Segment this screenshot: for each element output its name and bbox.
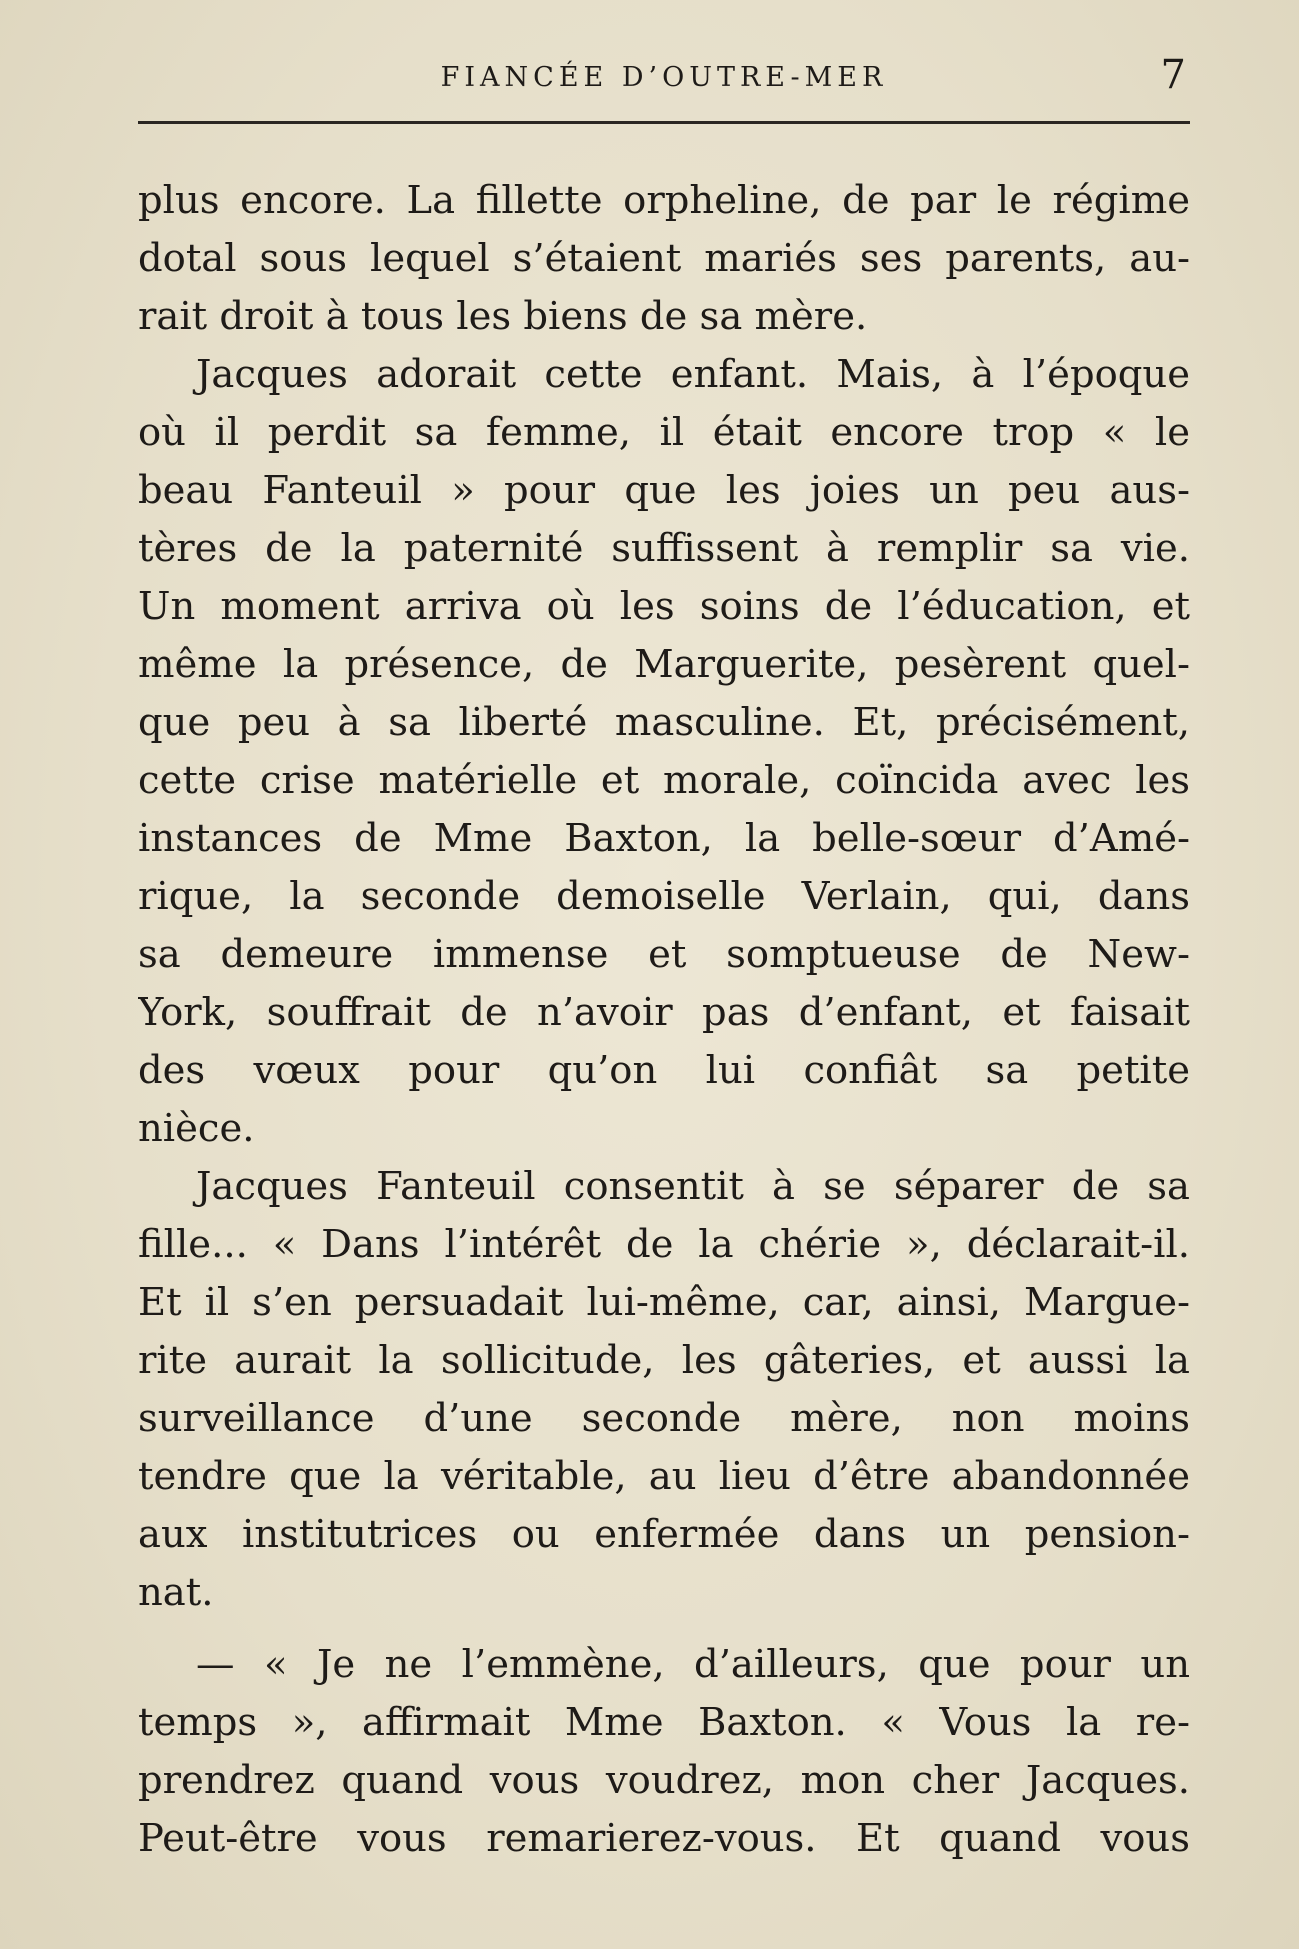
text-line: Un moment arriva où les soins de l’éducation, et [138, 584, 1190, 629]
text-line: tères de la paternité suffissent à remplir sa vie. [138, 526, 1190, 571]
text-line: York, souffrait de n’avoir pas d’enfant, et faisait [138, 990, 1190, 1035]
text-line: Jacques Fanteuil consentit à se séparer de sa [196, 1164, 1190, 1209]
text-line: tendre que la véritable, au lieu d’être abandonnée [138, 1454, 1190, 1499]
text-line: surveillance d’une seconde mère, non moins [138, 1396, 1190, 1441]
text-line: nat. [138, 1570, 214, 1615]
text-line: que peu à sa liberté masculine. Et, précisément, [138, 700, 1190, 745]
text-line: Jacques adorait cette enfant. Mais, à l’époque [196, 352, 1190, 397]
running-title: FIANCÉE D’OUTRE-MER [440, 62, 888, 93]
text-line: fille... « Dans l’intérêt de la chérie », déclarait-il. [138, 1222, 1190, 1267]
text-line: rait droit à tous les biens de sa mère. [138, 294, 868, 339]
text-line: aux institutrices ou enfermée dans un pension- [138, 1512, 1190, 1557]
text-line: dotal sous lequel s’étaient mariés ses parents, au- [138, 236, 1190, 281]
text-line: Et il s’en persuadait lui-même, car, ainsi, Margue- [138, 1280, 1190, 1325]
running-head [138, 52, 1190, 102]
text-line: instances de Mme Baxton, la belle-sœur d’Amé- [138, 816, 1190, 861]
text-line: même la présence, de Marguerite, pesèrent quel- [138, 642, 1190, 687]
text-line: nièce. [138, 1106, 255, 1151]
text-line: rique, la seconde demoiselle Verlain, qui, dans [138, 874, 1190, 919]
text-line: des vœux pour qu’on lui confiât sa petite [138, 1048, 1190, 1093]
text-line: sa demeure immense et somptueuse de New- [138, 932, 1190, 977]
page-number: 7 [1160, 52, 1186, 98]
text-line: cette crise matérielle et morale, coïncida avec les [138, 758, 1190, 803]
body-text [138, 172, 1190, 1868]
text-line: Peut-être vous remarierez-vous. Et quand vous [138, 1816, 1190, 1861]
text-line: prendrez quand vous voudrez, mon cher Jacques. [138, 1758, 1190, 1803]
text-line: temps », affirmait Mme Baxton. « Vous la re- [138, 1700, 1190, 1745]
text-line: rite aurait la sollicitude, les gâteries, et aussi la [138, 1338, 1190, 1383]
header-rule [138, 121, 1190, 124]
text-line: plus encore. La fillette orpheline, de par le régime [138, 178, 1190, 223]
text-line: — « Je ne l’emmène, d’ailleurs, que pour un [196, 1642, 1190, 1687]
text-line: beau Fanteuil » pour que les joies un peu aus- [138, 468, 1190, 513]
text-line: où il perdit sa femme, il était encore trop « le [138, 410, 1190, 455]
